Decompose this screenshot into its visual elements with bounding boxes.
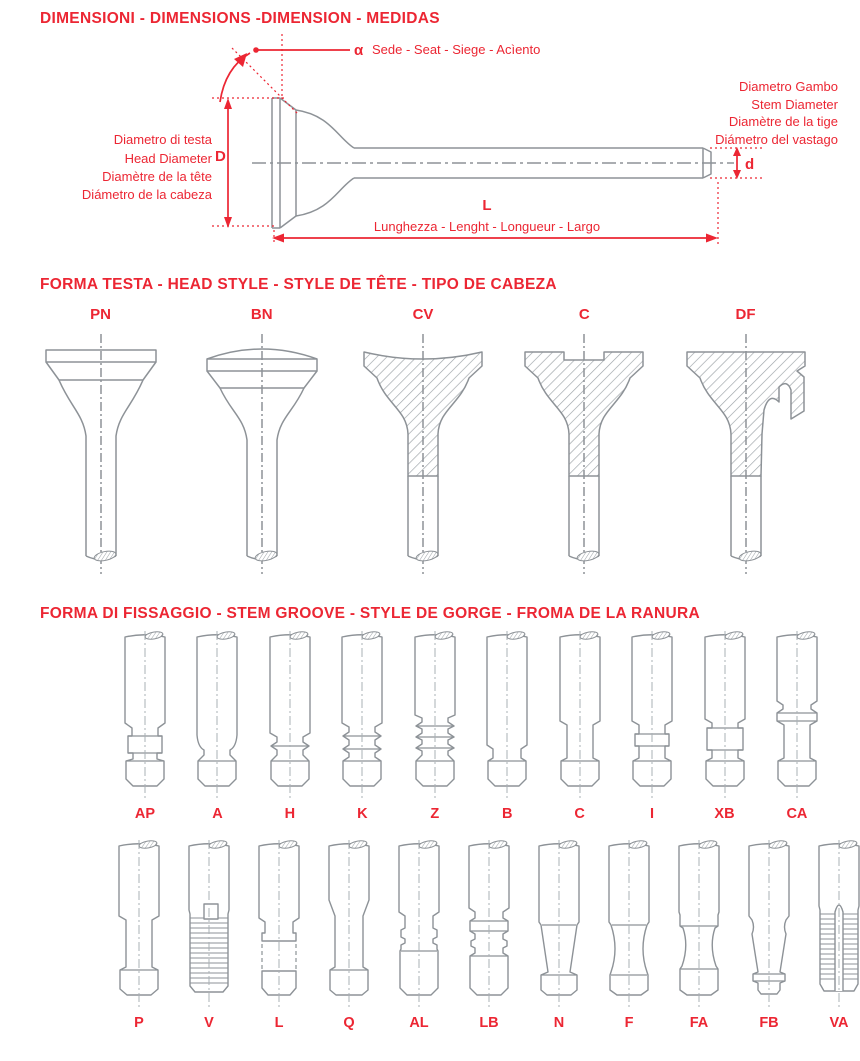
stem-groove-figure bbox=[664, 838, 734, 1035]
head-style-figure bbox=[181, 306, 342, 581]
stem-groove-label: B bbox=[501, 806, 513, 822]
stem-groove-figure bbox=[255, 629, 325, 826]
stem-groove-figure bbox=[762, 629, 832, 826]
stem-groove-figure bbox=[327, 629, 397, 826]
head-style-label: DF bbox=[735, 306, 756, 323]
length-label: Lunghezza - Lenght - Longueur - Largo bbox=[373, 219, 601, 234]
stem-groove-label: FA bbox=[689, 1015, 709, 1031]
head-diameter-label: Diámetro de la cabeza bbox=[81, 187, 212, 202]
head-style-label: BN bbox=[250, 306, 273, 323]
stem-groove-figure bbox=[182, 629, 252, 826]
stem-groove-label: VA bbox=[829, 1015, 849, 1031]
stem-groove-drawing bbox=[690, 629, 760, 804]
stem-groove-drawing bbox=[472, 629, 542, 804]
stem-groove-figure bbox=[617, 629, 687, 826]
stem-groove-label: LB bbox=[479, 1015, 499, 1031]
stem-groove-row-2 bbox=[104, 838, 856, 1035]
stem-groove-figure bbox=[690, 629, 760, 826]
stem-groove-figure bbox=[314, 838, 384, 1035]
stem-groove-section-title: FORMA DI FISSAGGIO - STEM GROOVE - STYLE DE GORGE - FROMA DE LA RANURA bbox=[40, 605, 700, 622]
stem-groove-label: F bbox=[624, 1015, 634, 1031]
stem-groove-figure bbox=[594, 838, 664, 1035]
stem-groove-label: Q bbox=[343, 1015, 355, 1031]
stem-groove-drawing bbox=[327, 629, 397, 804]
head-style-label: PN bbox=[90, 306, 111, 323]
stem-groove-drawing bbox=[182, 629, 252, 804]
stem-groove-figure bbox=[384, 838, 454, 1035]
head-style-row bbox=[20, 306, 826, 581]
stem-diameter-label: Diámetro del vastago bbox=[715, 132, 838, 147]
stem-groove-figure bbox=[174, 838, 244, 1035]
stem-groove-drawing bbox=[617, 629, 687, 804]
stem-diameter-label: Stem Diameter bbox=[751, 97, 838, 112]
stem-groove-drawing bbox=[384, 838, 454, 1013]
head-style-label: CV bbox=[412, 306, 434, 323]
stem-groove-label: C bbox=[574, 806, 585, 822]
stem-groove-drawing bbox=[762, 629, 832, 804]
stem-groove-label: CA bbox=[786, 806, 808, 822]
stem-groove-label: AL bbox=[409, 1015, 429, 1031]
seat-angle-symbol: α bbox=[354, 42, 364, 59]
stem-groove-label: V bbox=[204, 1015, 214, 1031]
stem-groove-figure bbox=[734, 838, 804, 1035]
stem-groove-figure bbox=[472, 629, 542, 826]
stem-groove-label: P bbox=[134, 1015, 144, 1031]
stem-groove-drawing bbox=[314, 838, 384, 1013]
stem-groove-figure bbox=[804, 838, 860, 1035]
stem-groove-figure bbox=[545, 629, 615, 826]
dimensions-section-title: DIMENSIONI - DIMENSIONS -DIMENSION - MEDIDAS bbox=[40, 10, 440, 27]
head-style-label: C bbox=[578, 306, 590, 323]
stem-groove-figure bbox=[400, 629, 470, 826]
stem-groove-label: FB bbox=[759, 1015, 779, 1031]
head-style-figure bbox=[343, 306, 504, 581]
stem-groove-drawing bbox=[110, 629, 180, 804]
head-style-figure bbox=[20, 306, 181, 581]
head-style-drawing bbox=[187, 326, 337, 581]
stem-groove-drawing bbox=[255, 629, 325, 804]
stem-groove-row-1 bbox=[110, 629, 832, 826]
stem-diameter-label: Diamètre de la tige bbox=[728, 114, 838, 129]
stem-groove-label: XB bbox=[714, 806, 735, 822]
valve-side-view bbox=[252, 98, 734, 228]
head-style-section-title: FORMA TESTA - HEAD STYLE - STYLE DE TÊTE - TIPO DE CABEZA bbox=[40, 276, 557, 293]
stem-groove-drawing bbox=[664, 838, 734, 1013]
stem-diameter-symbol: d bbox=[745, 156, 755, 173]
stem-groove-drawing bbox=[545, 629, 615, 804]
head-style-drawing bbox=[348, 326, 498, 581]
stem-groove-figure bbox=[454, 838, 524, 1035]
head-style-figure bbox=[665, 306, 826, 581]
stem-groove-label: H bbox=[284, 806, 296, 822]
stem-groove-figure bbox=[524, 838, 594, 1035]
stem-groove-label: A bbox=[212, 806, 223, 822]
head-style-drawing bbox=[26, 326, 176, 581]
stem-groove-drawing bbox=[454, 838, 524, 1013]
stem-groove-drawing bbox=[524, 838, 594, 1013]
head-style-figure bbox=[504, 306, 665, 581]
stem-groove-label: I bbox=[650, 806, 655, 822]
stem-groove-label: Z bbox=[430, 806, 440, 822]
length-symbol: L bbox=[482, 197, 492, 214]
stem-diameter-label: Diametro Gambo bbox=[739, 79, 838, 94]
head-diameter-label: Head Diameter bbox=[124, 151, 212, 166]
head-diameter-label: Diamètre de la tête bbox=[102, 169, 212, 184]
valve-dimension-diagram bbox=[0, 28, 860, 256]
stem-groove-label: K bbox=[357, 806, 368, 822]
stem-groove-label: L bbox=[274, 1015, 284, 1031]
stem-groove-figure bbox=[110, 629, 180, 826]
head-diameter-symbol: D bbox=[215, 148, 226, 165]
stem-groove-drawing bbox=[594, 838, 664, 1013]
stem-groove-figure bbox=[244, 838, 314, 1035]
head-style-drawing bbox=[509, 326, 659, 581]
head-diameter-label: Diametro di testa bbox=[113, 132, 212, 147]
stem-groove-label: N bbox=[553, 1015, 565, 1031]
valve-catalog-page bbox=[0, 10, 860, 1061]
seat-label: Sede - Seat - Siege - Acìento bbox=[372, 42, 541, 57]
stem-groove-drawing bbox=[174, 838, 244, 1013]
stem-groove-drawing bbox=[104, 838, 174, 1013]
stem-groove-drawing bbox=[244, 838, 314, 1013]
stem-groove-drawing bbox=[400, 629, 470, 804]
stem-groove-drawing bbox=[734, 838, 804, 1013]
dimension-annotations bbox=[82, 34, 839, 244]
head-style-drawing bbox=[671, 326, 821, 581]
stem-groove-figure bbox=[104, 838, 174, 1035]
stem-groove-drawing bbox=[804, 838, 860, 1013]
stem-groove-label: AP bbox=[134, 806, 156, 822]
